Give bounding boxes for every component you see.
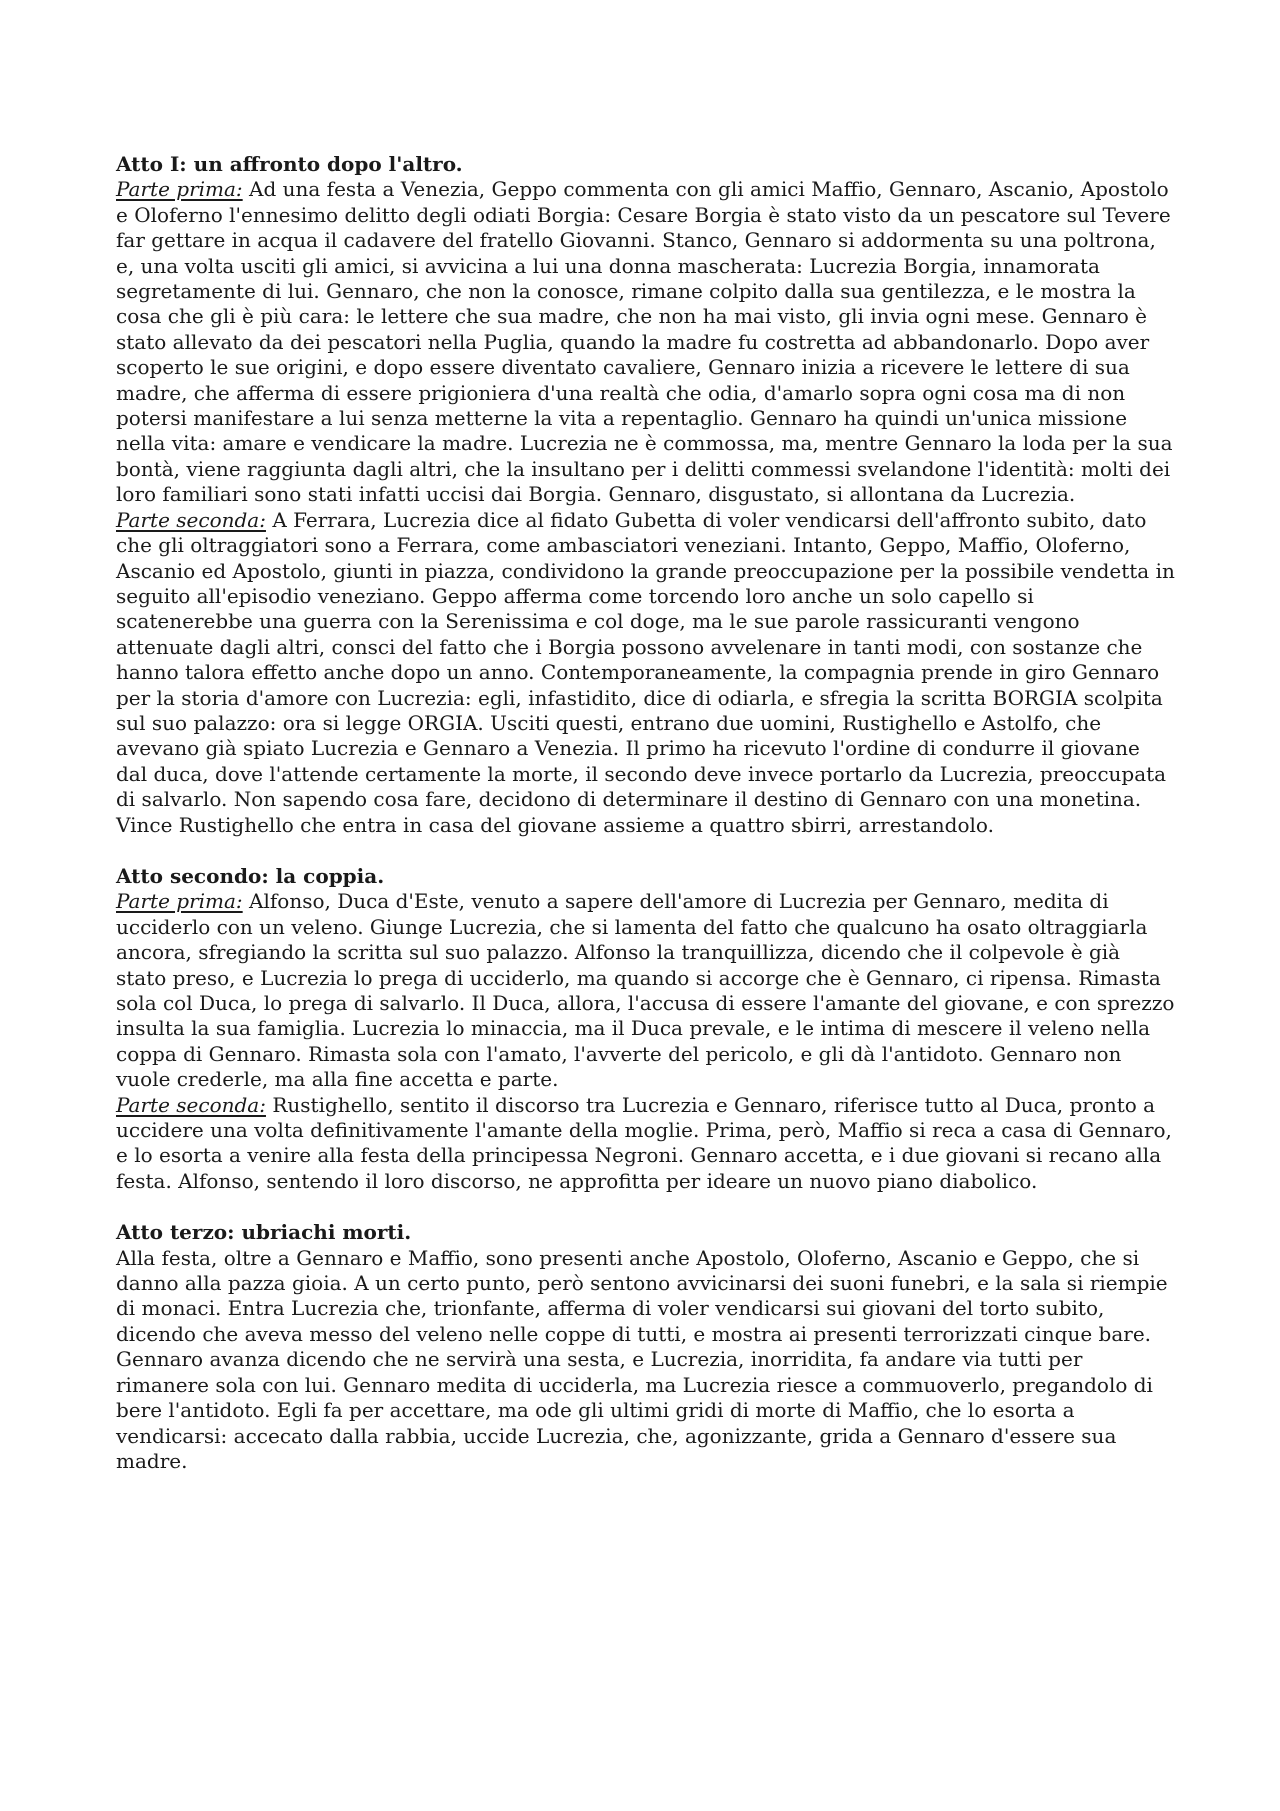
act-2 bbox=[116, 864, 1176, 1194]
part-text: A Ferrara, Lucrezia dice al fidato Gubetta di voler vendicarsi dell'affronto subito, dato che gli oltraggiatori sono a Ferrara, come ambasciatori veneziani. Intanto, Geppo, Maffio, Oloferno, Ascanio ed Apostolo, giunti in piazza, condividono la grande preoccupazione per la possibile vendetta in seguito all'episodio veneziano. Geppo afferma come torcendo loro anche un solo capello si scatenerebbe una guerra con la Serenissima e col doge, ma le sue parole rassicuranti vengono attenuate dagli altri, consci del fatto che i Borgia possono avvelenare in tanti modi, con sostanze che hanno talora effetto anche dopo un anno. Contemporaneamente, la compagnia prende in giro Gennaro per la storia d'amore con Lucrezia: egli, infastidito, dice di odiarla, e sfregia la scritta BORGIA scolpita sul suo palazzo: ora si legge ORGIA. Usciti questi, entrano due uomini, Rustighello e Astolfo, che avevano già spiato Lucrezia e Gennaro a Venezia. Il primo ha ricevuto l'ordine di condurre il giovane dal duca, dove l'attende certamente la morte, il secondo deve invece portarlo da Lucrezia, preoccupata di salvarlo. Non sapendo cosa fare, decidono di determinare il destino di Gennaro con una monetina. Vince Rustighello che entra in casa del giovane assieme a quattro sbirri, arrestandolo. bbox=[116, 507, 1175, 837]
act-1-part-2 bbox=[116, 508, 1176, 838]
part-label: Parte seconda: bbox=[116, 507, 266, 532]
part-text: Alfonso, Duca d'Este, venuto a sapere dell'amore di Lucrezia per Gennaro, medita di ucciderlo con un veleno. Giunge Lucrezia, che si lamenta del fatto che qualcuno ha osato oltraggiarla ancora, sfregiando la scritta sul suo palazzo. Alfonso la tranquillizza, dicendo che il colpevole è già stato preso, e Lucrezia lo prega di ucciderlo, ma quando si accorge che è Gennaro, ci ripensa. Rimasta sola col Duca, lo prega di salvarlo. Il Duca, allora, l'accusa di essere l'amante del giovane, e con sprezzo insulta la sua famiglia. Lucrezia lo minaccia, ma il Duca prevale, e le intima di mescere il veleno nella coppa di Gennaro. Rimasta sola con l'amato, l'avverte del pericolo, e gli dà l'antidoto. Gennaro non vuole crederle, ma alla fine accetta e parte. bbox=[116, 889, 1175, 1092]
act-1-part-1 bbox=[116, 177, 1176, 507]
document-page bbox=[116, 152, 1176, 1500]
act-2-part-1 bbox=[116, 889, 1176, 1092]
act-3 bbox=[116, 1220, 1176, 1474]
act-3-text: Alla festa, oltre a Gennaro e Maffio, sono presenti anche Apostolo, Oloferno, Ascanio e Geppo, che si danno alla pazza gioia. A un certo punto, però sentono avvicinarsi dei suoni funebri, e la sala si riempie di monaci. Entra Lucrezia che, trionfante, afferma di voler vendicarsi sui giovani del torto subito, dicendo che aveva messo del veleno nelle coppe di tutti, e mostra ai presenti terrorizzati cinque bare. Gennaro avanza dicendo che ne servirà una sesta, e Lucrezia, inorridita, fa andare via tutti per rimanere sola con lui. Gennaro medita di ucciderla, ma Lucrezia riesce a commuoverlo, pregandolo di bere l'antidoto. Egli fa per accettare, ma ode gli ultimi gridi di morte di Maffio, che lo esorta a vendicarsi: accecato dalla rabbia, uccide Lucrezia, che, agonizzante, grida a Gennaro d'essere sua madre. bbox=[116, 1245, 1168, 1473]
part-label: Parte seconda: bbox=[116, 1092, 266, 1117]
part-text: Rustighello, sentito il discorso tra Lucrezia e Gennaro, riferisce tutto al Duca, pronto a uccidere una volta definitivamente l'amante della moglie. Prima, però, Maffio si reca a casa di Gennaro, e lo esorta a venire alla festa della principessa Negroni. Gennaro accetta, e i due giovani si recano alla festa. Alfonso, sentendo il loro discorso, ne approfitta per ideare un nuovo piano diabolico. bbox=[116, 1092, 1172, 1193]
part-text: Ad una festa a Venezia, Geppo commenta con gli amici Maffio, Gennaro, Ascanio, Apostolo e Oloferno l'ennesimo delitto degli odiati Borgia: Cesare Borgia è stato visto da un pescatore sul Tevere far gettare in acqua il cadavere del fratello Giovanni. Stanco, Gennaro si addormenta su una poltrona, e, una volta usciti gli amici, si avvicina a lui una donna mascherata: Lucrezia Borgia, innamorata segretamente di lui. Gennaro, che non la conosce, rimane colpito dalla sua gentilezza, e le mostra la cosa che gli è più cara: le lettere che sua madre, che non ha mai visto, gli invia ogni mese. Gennaro è stato allevato da dei pescatori nella Puglia, quando la madre fu costretta ad abbandonarlo. Dopo aver scoperto le sue origini, e dopo essere diventato cavaliere, Gennaro inizia a ricevere le lettere di sua madre, che afferma di essere prigioniera d'una realtà che odia, d'amarlo sopra ogni cosa ma di non potersi manifestare a lui senza metterne la vita a repentaglio. Gennaro ha quindi un'unica missione nella vita: amare e vendicare la madre. Lucrezia ne è commossa, ma, mentre Gennaro la loda per la sua bontà, viene raggiunta dagli altri, che la insultano per i delitti commessi svelandone l'identità: molti dei loro familiari sono stati infatti uccisi dai Borgia. Gennaro, disgustato, si allontana da Lucrezia. bbox=[116, 177, 1173, 507]
part-label: Parte prima: bbox=[116, 889, 243, 914]
act-2-title: Atto secondo: la coppia. bbox=[116, 863, 385, 888]
act-3-title: Atto terzo: ubriachi morti. bbox=[116, 1220, 412, 1245]
act-2-part-2 bbox=[116, 1093, 1176, 1195]
part-label: Parte prima: bbox=[116, 177, 243, 202]
act-1 bbox=[116, 152, 1176, 838]
act-1-title: Atto I: un affronto dopo l'altro. bbox=[116, 152, 463, 176]
